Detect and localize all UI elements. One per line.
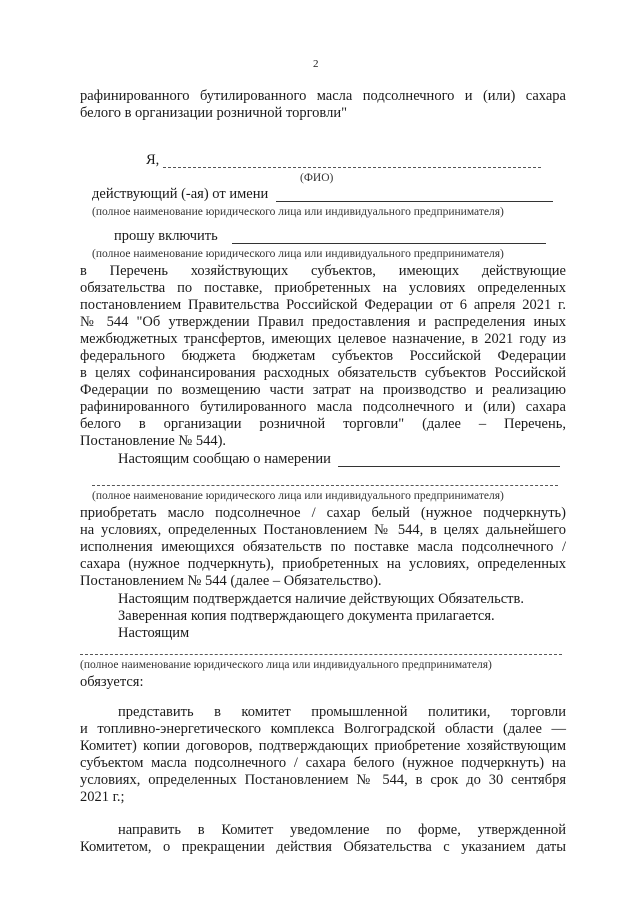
intent-field-line[interactable] <box>338 466 560 467</box>
entity-caption: (полное наименование юридического лица или индивидуального предпринимателя) <box>92 490 504 502</box>
entity-caption: (полное наименование юридического лица или индивидуального предпринимателя) <box>80 659 492 671</box>
copy-line: Заверенная копия подтверждающего документа прилагается. <box>118 608 495 624</box>
paragraph-line: Комитетом, о прекращении действия Обязательства с указанием даты <box>80 839 566 855</box>
acting-field-line[interactable] <box>276 201 553 202</box>
hereby-field-line[interactable] <box>80 654 562 655</box>
paragraph-line: направить в Комитет уведомление по форме, утвержденной <box>118 822 566 838</box>
paragraph-line: сахара (нужное подчеркнуть), приобретенных на условиях, определенных <box>80 556 566 572</box>
paragraph-line: условиях, определенных Постановлением № 544, в срок до 30 сентября <box>80 772 566 788</box>
paragraph-line: субъектом масла подсолнечного / сахара белого (нужное подчеркнуть) на <box>80 755 566 771</box>
confirm-line: Настоящим подтверждается наличие действующих Обязательств. <box>118 591 524 607</box>
paragraph-line: Постановление № 544). <box>80 433 227 449</box>
ya-label: Я, <box>146 152 160 168</box>
paragraph-line: белого в организации розничной торговли" (далее – Перечень, <box>80 416 566 432</box>
request-label: прошу включить <box>114 228 218 244</box>
header-line: рафинированного бутилированного масла подсолнечного и (или) сахара <box>80 88 566 104</box>
request-field-line[interactable] <box>232 243 546 244</box>
paragraph-line: в Перечень хозяйствующих субъектов, имеющих действующие <box>80 263 566 279</box>
paragraph-line: в целях софинансирования расходных обязательств субъектов Российской <box>80 365 566 381</box>
entity-caption: (полное наименование юридического лица или индивидуального предпринимателя) <box>92 248 504 260</box>
paragraph-line: приобретать масло подсолнечное / сахар белый (нужное подчеркнуть) <box>80 505 566 521</box>
fio-field-line[interactable] <box>163 167 541 168</box>
fio-caption: (ФИО) <box>300 172 334 184</box>
paragraph-line: федерального бюджета бюджетам субъектов Российской Федерации <box>80 348 566 364</box>
obligates-label: обязуется: <box>80 674 144 690</box>
header-line: белого в организации розничной торговли" <box>80 105 347 121</box>
paragraph-line: исполнения имеющихся обязательств по поставке масла подсолнечного / <box>80 539 566 555</box>
paragraph-line: № 544 "Об утверждении Правил предоставления и распределения иных <box>80 314 566 330</box>
entity-caption: (полное наименование юридического лица или индивидуального предпринимателя) <box>92 206 504 218</box>
paragraph-line: межбюджетных трансфертов, имеющих целевое назначение, в 2021 году из <box>80 331 566 347</box>
intent-field-line-2[interactable] <box>92 485 558 486</box>
paragraph-line: Федерации по возмещению части затрат на производство и реализацию <box>80 382 566 398</box>
paragraph-line: 2021 г.; <box>80 789 125 805</box>
paragraph-line: представить в комитет промышленной политики, торговли <box>118 704 566 720</box>
acting-label: действующий (-ая) от имени <box>92 186 269 202</box>
paragraph-line: и топливно-энергетического комплекса Волгоградской области (далее — <box>80 721 566 737</box>
paragraph-line: постановлением Правительства Российской Федерации от 6 апреля 2021 г. <box>80 297 566 313</box>
paragraph-line: обязательства по поставке, приобретенных на условиях определенных <box>80 280 566 296</box>
paragraph-line: на условиях, определенных Постановлением № 544, в целях дальнейшего <box>80 522 566 538</box>
paragraph-line: Комитет) копии договоров, подтверждающих приобретение хозяйствующим <box>80 738 566 754</box>
intent-label: Настоящим сообщаю о намерении <box>118 451 331 467</box>
paragraph-line: Постановлением № 544 (далее – Обязательство). <box>80 573 382 589</box>
hereby-label: Настоящим <box>118 625 190 641</box>
paragraph-line: рафинированного бутилированного масла подсолнечного и (или) сахара <box>80 399 566 415</box>
page-number: 2 <box>313 58 319 70</box>
